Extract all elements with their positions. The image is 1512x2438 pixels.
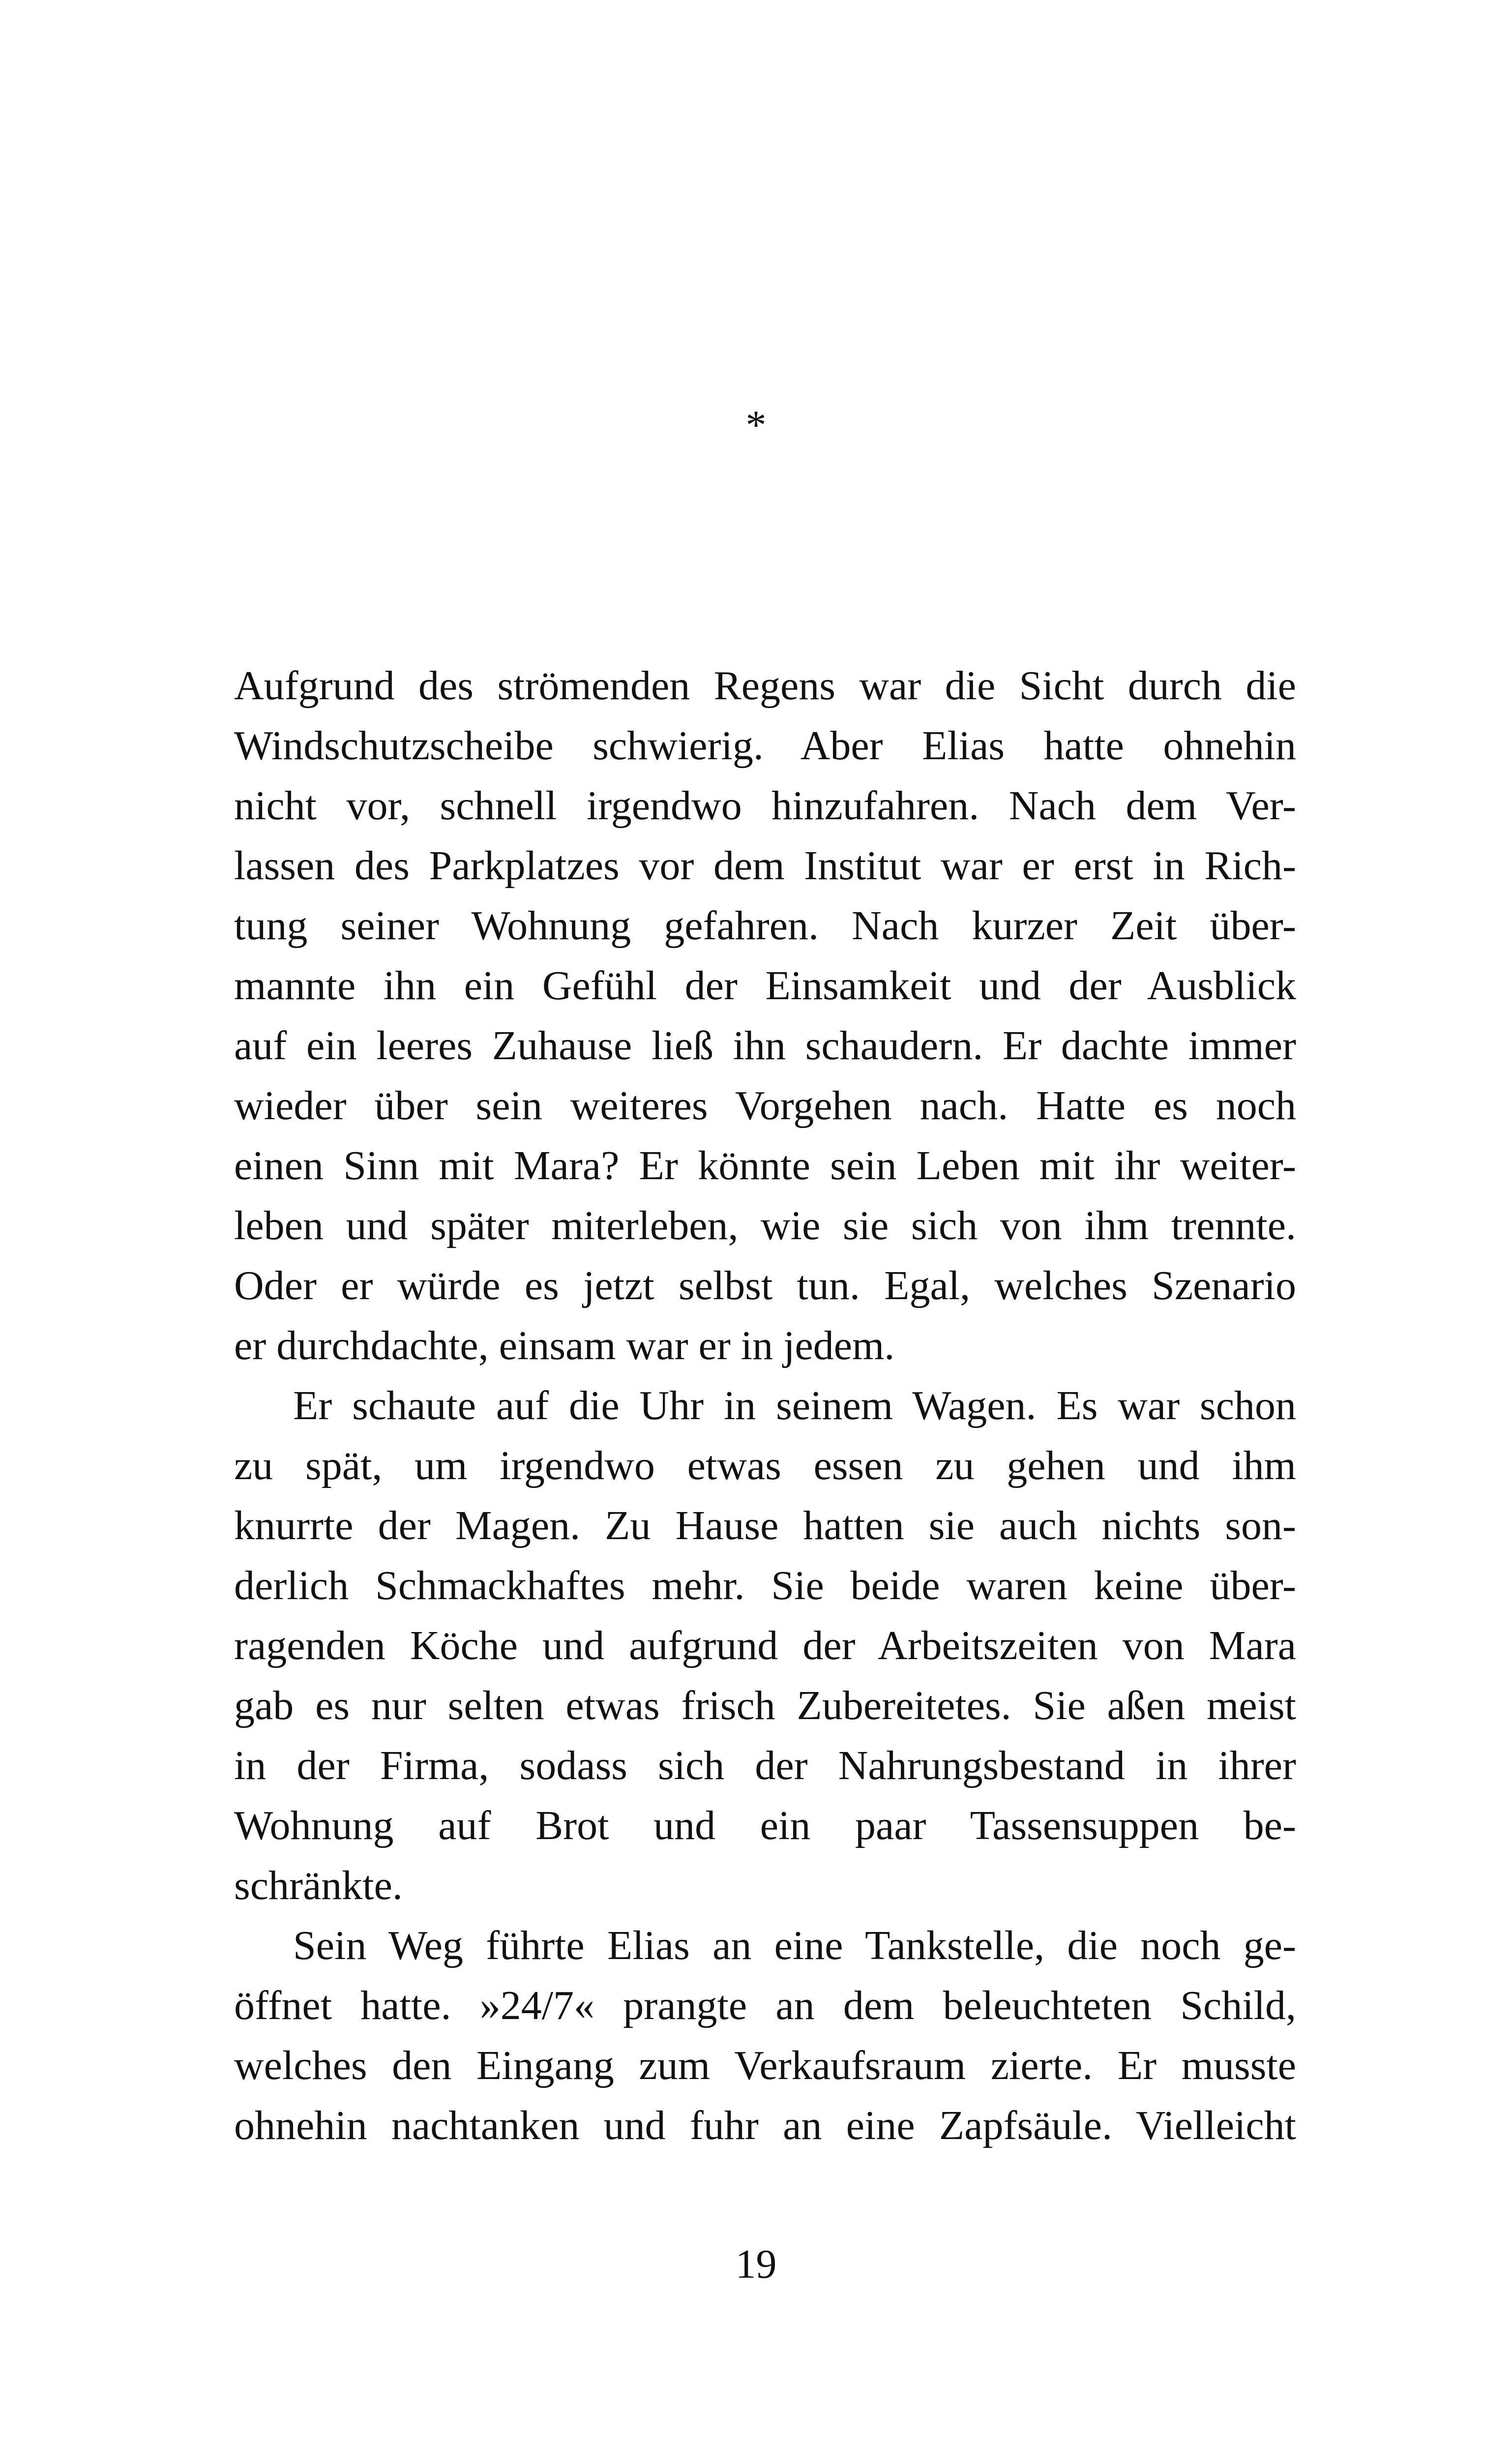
text-line: ohnehin nachtanken und fuhr an eine Zapfsäule. Vielleicht bbox=[234, 2103, 1296, 2148]
text-line: Er schaute auf die Uhr in seinem Wagen. Es war schon bbox=[293, 1383, 1296, 1428]
text-line: Sein Weg führte Elias an eine Tankstelle, die noch ge- bbox=[293, 1923, 1296, 1968]
text-line: öffnet hatte. »24/7« prangte an dem beleuchteten Schild, bbox=[234, 1983, 1296, 2028]
text-line: tung seiner Wohnung gefahren. Nach kurzer Zeit über- bbox=[234, 903, 1296, 949]
text-line: auf ein leeres Zuhause ließ ihn schaudern. Er dachte immer bbox=[234, 1023, 1296, 1069]
text-line: er durchdachte, einsam war er in jedem. bbox=[234, 1323, 895, 1368]
body-text bbox=[234, 656, 1296, 2156]
section-separator: * bbox=[745, 402, 767, 448]
text-line: Aufgrund des strömenden Regens war die Sicht durch die bbox=[234, 663, 1296, 709]
text-line: Wohnung auf Brot und ein paar Tassensuppen be- bbox=[234, 1803, 1296, 1848]
text-line: in der Firma, sodass sich der Nahrungsbestand in ihrer bbox=[234, 1743, 1296, 1788]
text-line: wieder über sein weiteres Vorgehen nach. Hatte es noch bbox=[234, 1083, 1296, 1129]
text-line: zu spät, um irgendwo etwas essen zu gehen und ihm bbox=[234, 1443, 1296, 1488]
text-line: ragenden Köche und aufgrund der Arbeitszeiten von Mara bbox=[234, 1623, 1296, 1668]
text-line: lassen des Parkplatzes vor dem Institut war er erst in Rich- bbox=[234, 843, 1296, 889]
text-line: gab es nur selten etwas frisch Zubereitetes. Sie aßen meist bbox=[234, 1683, 1296, 1728]
text-line: derlich Schmackhaftes mehr. Sie beide waren keine über- bbox=[234, 1563, 1296, 1608]
text-line: nicht vor, schnell irgendwo hinzufahren. Nach dem Ver- bbox=[234, 783, 1296, 829]
text-line: einen Sinn mit Mara? Er könnte sein Leben mit ihr weiter- bbox=[234, 1143, 1296, 1189]
text-line: welches den Eingang zum Verkaufsraum zierte. Er musste bbox=[234, 2043, 1296, 2088]
page-number: 19 bbox=[735, 2241, 777, 2287]
text-line: schränkte. bbox=[234, 1863, 403, 1908]
text-line: mannte ihn ein Gefühl der Einsamkeit und der Ausblick bbox=[234, 963, 1296, 1009]
text-line: Windschutzscheibe schwierig. Aber Elias hatte ohnehin bbox=[234, 723, 1296, 769]
text-line: Oder er würde es jetzt selbst tun. Egal, welches Szenario bbox=[234, 1263, 1296, 1308]
text-line: leben und später miterleben, wie sie sich von ihm trennte. bbox=[234, 1203, 1296, 1249]
text-line: knurrte der Magen. Zu Hause hatten sie auch nichts son- bbox=[234, 1503, 1296, 1548]
